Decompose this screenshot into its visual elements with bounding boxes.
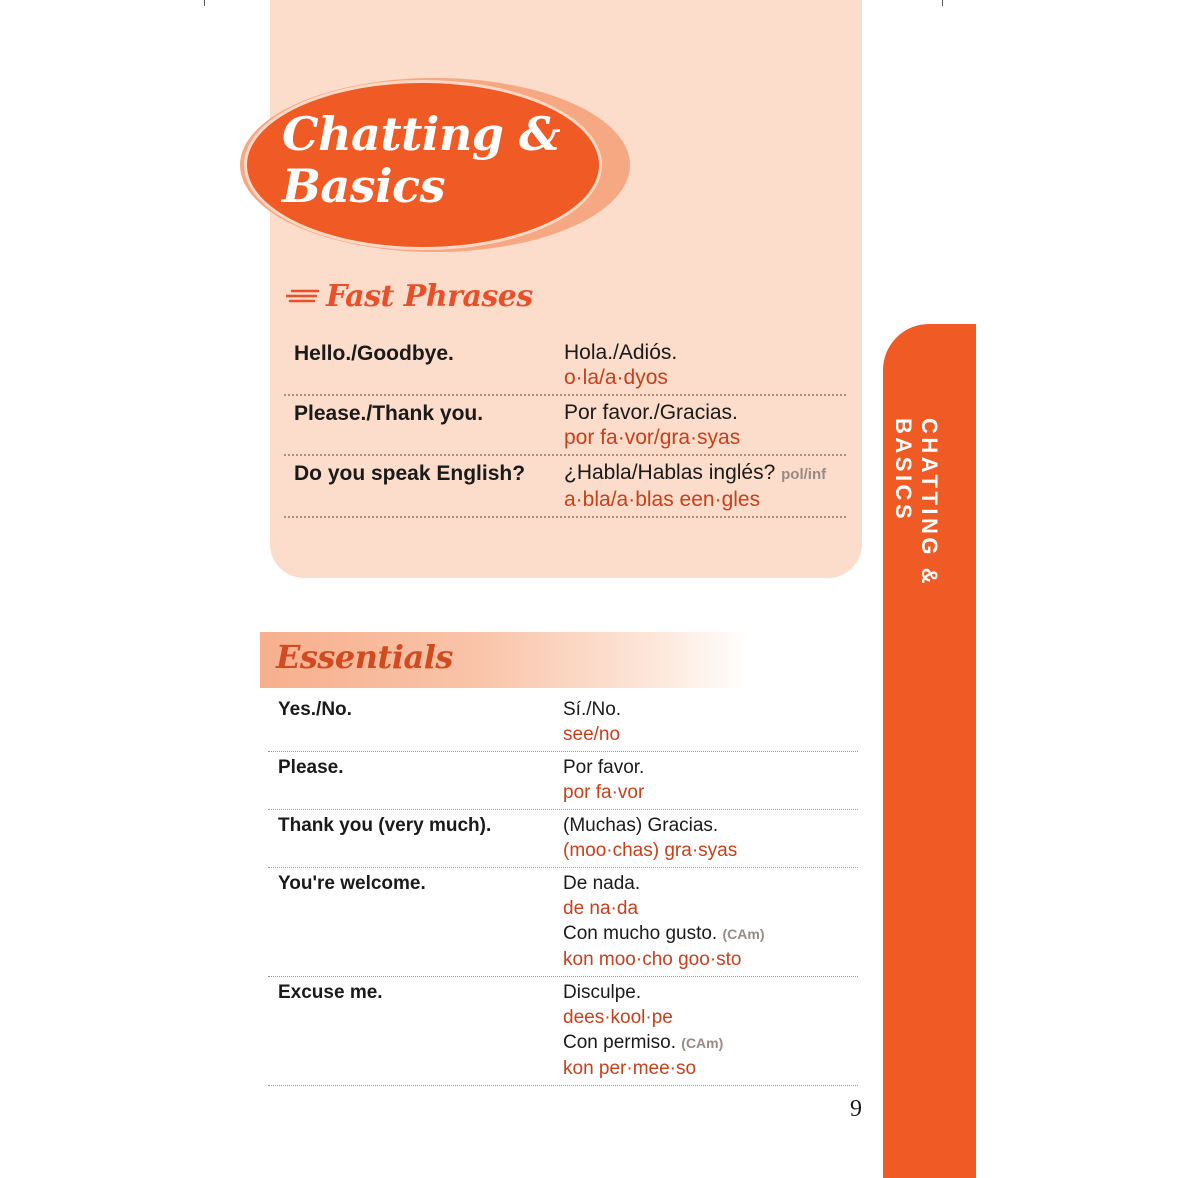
essential-pronunciation: por fa·vor (563, 782, 645, 803)
essential-pronunciation: kon moo·cho goo·sto (563, 949, 742, 970)
phrase-pronunciation: a·bla/a·blas een·gles (564, 488, 761, 511)
essential-spanish: De nada. (563, 873, 641, 894)
essential-spanish: Por favor. (563, 757, 645, 778)
essential-spanish: Disculpe. (563, 982, 642, 1003)
essential-pronunciation: dees·kool·pe (563, 1007, 673, 1028)
fast-phrases-title: Fast Phrases (326, 278, 533, 314)
phrase-english: Do you speak English? (294, 462, 526, 485)
phrase-row (284, 396, 846, 456)
page-number: 9 (850, 1096, 862, 1122)
essentials-table (268, 694, 858, 1086)
essential-english: Excuse me. (278, 982, 383, 1003)
side-tab-label: CHATTING & BASICS (891, 418, 942, 588)
essential-line (563, 755, 858, 805)
phrase-english: Hello./Goodbye. (294, 342, 454, 365)
essential-english: Yes./No. (278, 699, 352, 720)
essential-line (563, 921, 858, 972)
fast-phrases-heading (286, 276, 533, 316)
essential-line (563, 1030, 858, 1081)
region-tag: (CAm) (681, 1035, 724, 1051)
speed-lines-icon (286, 286, 320, 306)
essentials-title: Essentials (276, 638, 453, 676)
phrase-translation (564, 340, 846, 390)
phrase-spanish: Hola./Adiós. (564, 341, 678, 364)
region-tag: (CAm) (722, 926, 765, 942)
phrase-pronunciation: por fa·vor/gra·syas (564, 426, 741, 449)
essential-english: You're welcome. (278, 873, 426, 894)
phrase-english: Please./Thank you. (294, 402, 484, 425)
essential-translations (563, 697, 858, 747)
essential-spanish: (Muchas) Gracias. (563, 815, 719, 836)
phrase-register-tag: pol/inf (781, 466, 827, 483)
essential-row (268, 694, 858, 752)
phrase-translation (564, 460, 846, 512)
phrase-spanish: ¿Habla/Hablas inglés? (564, 461, 776, 484)
essential-pronunciation: (moo·chas) gra·syas (563, 840, 738, 861)
essential-spanish: Sí./No. (563, 699, 622, 720)
essential-row (268, 868, 858, 977)
essential-translations (563, 871, 858, 972)
essential-english: Thank you (very much). (278, 815, 492, 836)
fast-phrases-table (284, 336, 846, 518)
essential-row (268, 752, 858, 810)
chapter-title: Chatting & Basics (282, 107, 560, 213)
essential-english: Please. (278, 757, 344, 778)
essential-translations (563, 813, 858, 863)
crop-mark-right (942, 0, 943, 6)
crop-mark-left (204, 0, 205, 6)
phrase-spanish: Por favor./Gracias. (564, 401, 738, 424)
essential-translations (563, 980, 858, 1081)
essential-line (563, 697, 858, 747)
essential-spanish: Con mucho gusto. (563, 923, 718, 944)
essential-line (563, 980, 858, 1030)
essential-translations (563, 755, 858, 805)
essential-pronunciation: kon per·mee·so (563, 1058, 697, 1079)
essential-pronunciation: de na·da (563, 898, 639, 919)
phrase-pronunciation: o·la/a·dyos (564, 366, 668, 389)
essential-row (268, 810, 858, 868)
phrase-translation (564, 400, 846, 450)
phrase-row (284, 456, 846, 518)
essential-line (563, 871, 858, 921)
essential-line (563, 813, 858, 863)
essential-pronunciation: see/no (563, 724, 621, 745)
essential-row (268, 977, 858, 1086)
essential-spanish: Con permiso. (563, 1032, 676, 1053)
phrase-row (284, 336, 846, 396)
